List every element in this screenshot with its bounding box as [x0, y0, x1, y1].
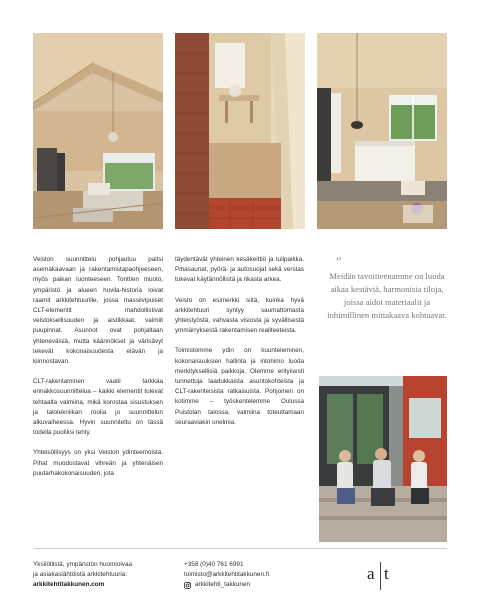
photo-kitchen	[317, 33, 447, 229]
column1-paragraph-3: Yhteisöllisyys on yksi Veiston ydinteemoista. Pihat muodostavat vihreän ja yhtenäisen puutarhakokonaisuuden, jota	[33, 449, 163, 477]
pull-quote: Meidän tavoitteenamme on luoda aikaa kestäviä, harmonisia tiloja, joissa aidot materiaalit ja inhimillinen mittakaava kohtaavat.	[327, 271, 447, 320]
column1-paragraph-2: CLT-rakentaminen vaatii tarkkaa ennakkosuunnittelua – kaikki elementit tulevat tehtaalta valmiina, mikä korostaa sisustuksen ja talotekniikan roolia jo suunnittelun alkuvaiheessa. Hyvin suunniteltu on tässä todella puoliksi tehty.	[33, 378, 163, 437]
column2-paragraph-2: Veisto on esimerkki siitä, kuinka hyvä arkkitehtuuri syntyy saumattomasta yhteistyöstä, vahvasta visiosta ja syvällisestä ymmärryksestä rakentamisen realiteeteista.	[175, 296, 304, 335]
footer-instagram-handle: arkkitehti_takkunen	[195, 581, 251, 588]
quote-mark: ”	[336, 254, 342, 268]
text-column-1	[33, 255, 163, 489]
footer-tagline-line-1: Yksilöllistä, ympäristön huomioivaa	[33, 561, 133, 568]
photo-staircase	[175, 33, 305, 229]
footer-tagline-line-2: ja asiakaslähtöistä arkkitehtuuria:	[33, 571, 128, 578]
column1-paragraph-1: Veiston suunnittelu pohjautuu paitsi asemakaavaan ja rakentamistapaohjeeseen, myös paikan luonteeseen. Tonttien muoto, ympäristö ja alueen huvila-historia loivat raamit arkkitehtuurille, jossa massiivipuiset CLT-elementit mahdollistivat veistoksellisuuden ja aistikkaat, valmiit puupinnat. Asunnot ovat pohjaltaan yhteneväisiä, mutta käännökset ja värisävyt tekevät kokonaisuudesta elävän ja kiinnostavan.	[33, 256, 163, 366]
logo-divider	[380, 562, 381, 590]
footer-tagline	[33, 560, 183, 590]
logo-letter-t: t	[384, 564, 389, 583]
photo-living-room	[33, 33, 163, 229]
footer-website-link[interactable]	[33, 580, 183, 590]
logo-letter-a: a	[367, 564, 375, 583]
footer-instagram[interactable]	[184, 580, 334, 590]
brand-logo	[367, 562, 395, 592]
column2-paragraph-1: täydentävät yhteinen kesäkeittiö ja tulipaikka. Pihasaunat, pyörä- ja autosuojat sekä verstas tukevat käytännöllistä ja rikasta arkea.	[175, 256, 304, 284]
footer-email[interactable]: toimisto@arkkitehtitakkunen.fi	[184, 571, 269, 578]
footer-phone[interactable]: +358 (0)40 761 6991	[184, 561, 244, 568]
column2-paragraph-3: Toimistomme ydin on kuunteleminen, kokonaisuuksien hallinta ja intohimo luoda merkityksellisiä paikkoja. Olemme erityisesti tunnettuja laadukkaista asuntokohteista ja CLT-rakenteisista ratkaisuista. Pohjoinen on kotimme – työskentelemme Oulussa Puistolan talossa, valmiina toteuttamaan seuraaviakin unelmia.	[175, 347, 304, 426]
photo-team	[319, 376, 447, 542]
footer-website-text: arkkitehtitakkunen.com	[33, 581, 105, 588]
instagram-icon	[184, 582, 191, 589]
footer-divider	[34, 548, 447, 549]
text-column-2	[175, 255, 304, 438]
footer-contact	[184, 560, 334, 590]
